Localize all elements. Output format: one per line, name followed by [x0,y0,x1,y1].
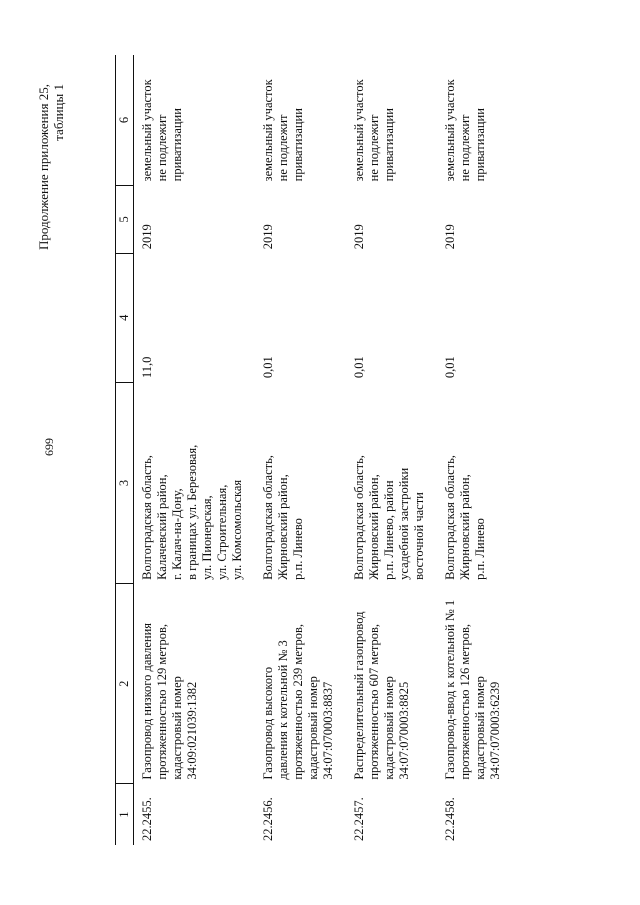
object-description [437,584,513,784]
object-description-line: протяженностью 607 метров, [367,623,381,780]
object-location-line: ул. Пионерская, [200,495,214,580]
row-number: 22.2456. [261,797,275,841]
object-location [346,382,437,584]
table-row [346,55,437,845]
object-location-line: р.п. Линево, район [382,480,396,580]
header-col-5: 5 [116,185,134,253]
object-description-line: Распределительный газопровод [352,611,366,780]
object-location-line: Волгоградская область, [140,455,154,580]
object-description-line: кадастровый номер [306,676,320,780]
object-location-line: Волгоградская область, [352,455,366,580]
object-location-line: усадебной застройки [397,467,411,580]
object-description-line: Газопровод-ввод к котельной № 1 [443,599,457,780]
area-value: 0,01 [443,356,457,379]
year-value: 2019 [443,224,457,250]
header-col-3: 3 [116,382,134,584]
row-number: 22.2458. [443,797,457,841]
object-location-line: Волгоградская область, [261,455,275,580]
table-body [134,55,514,845]
object-location-line: ул. Строительная, [215,484,229,580]
object-location-line: в границах ул. Березовая, [185,444,199,580]
privatization-note-line: земельный участок [140,79,154,182]
table-row [134,55,256,845]
object-location-line: Жирновский район, [276,474,290,580]
object-description-line: кадастровый номер [170,676,184,780]
object-location-line: Жирновский район, [367,474,381,580]
object-location-line: р.п. Линево [473,518,487,580]
object-description-line: 34:09:021039:1382 [185,681,199,780]
object-description-line: Газопровод высокого [261,666,275,780]
row-number: 22.2455. [140,797,154,841]
privatization-note-line: приватизации [291,108,305,182]
property-table [115,55,513,845]
row-number: 22.2457. [352,797,366,841]
header-col-1: 1 [116,784,134,845]
object-description-line: 34:07:070003:6239 [488,681,502,780]
object-location [255,382,346,584]
continuation-note [36,84,66,344]
privatization-note [437,55,513,185]
object-description-line: протяженностью 126 метров, [458,623,472,780]
object-location-line: г. Калач-на-Дону, [170,488,184,580]
privatization-note-line: земельный участок [352,79,366,182]
object-location-line: Жирновский район, [458,474,472,580]
object-location-line: Волгоградская область, [443,455,457,580]
header-col-4: 4 [116,253,134,382]
privatization-note-line: земельный участок [443,79,457,182]
object-description-line: протяженностью 239 метров, [291,623,305,780]
page-number: 699 [42,438,56,456]
object-description-line: кадастровый номер [382,676,396,780]
privatization-note-line: не подлежит [367,114,381,182]
privatization-note [134,55,256,185]
privatization-note [346,55,437,185]
header-row [116,55,134,845]
object-location-line: ул. Комсомольская [230,479,244,580]
header-col-2: 2 [116,584,134,784]
object-description-line: кадастровый номер [473,676,487,780]
area-value: 0,01 [261,356,275,379]
object-description-line: Газопровод низкого давления [140,622,154,780]
privatization-note [255,55,346,185]
object-description-line: 34:07:070003:8825 [397,681,411,780]
object-location [134,382,256,584]
area-value: 11,0 [140,356,154,379]
object-location-line: Калачевский район, [155,474,169,580]
object-description [134,584,256,784]
object-description-line: давления к котельной № 3 [276,640,290,780]
privatization-note-line: не подлежит [276,114,290,182]
year-value: 2019 [261,224,275,250]
object-description [255,584,346,784]
year-value: 2019 [140,224,154,250]
privatization-note-line: приватизации [382,108,396,182]
object-location-line: восточной части [412,492,426,580]
area-value: 0,01 [352,356,366,379]
privatization-note-line: приватизации [473,108,487,182]
object-location [437,382,513,584]
year-value: 2019 [352,224,366,250]
privatization-note-line: земельный участок [261,79,275,182]
table-row [437,55,513,845]
object-description [346,584,437,784]
table-row [255,55,346,845]
privatization-note-line: не подлежит [155,114,169,182]
continuation-line-2: таблицы 1 [51,84,66,141]
header-col-6: 6 [116,55,134,185]
object-location-line: р.п. Линево [291,518,305,580]
privatization-note-line: приватизации [170,108,184,182]
continuation-line-1: Продолжение приложения 25, [36,84,51,251]
object-description-line: 34:07:070003:8837 [321,681,335,780]
object-description-line: протяженностью 129 метров, [155,623,169,780]
privatization-note-line: не подлежит [458,114,472,182]
